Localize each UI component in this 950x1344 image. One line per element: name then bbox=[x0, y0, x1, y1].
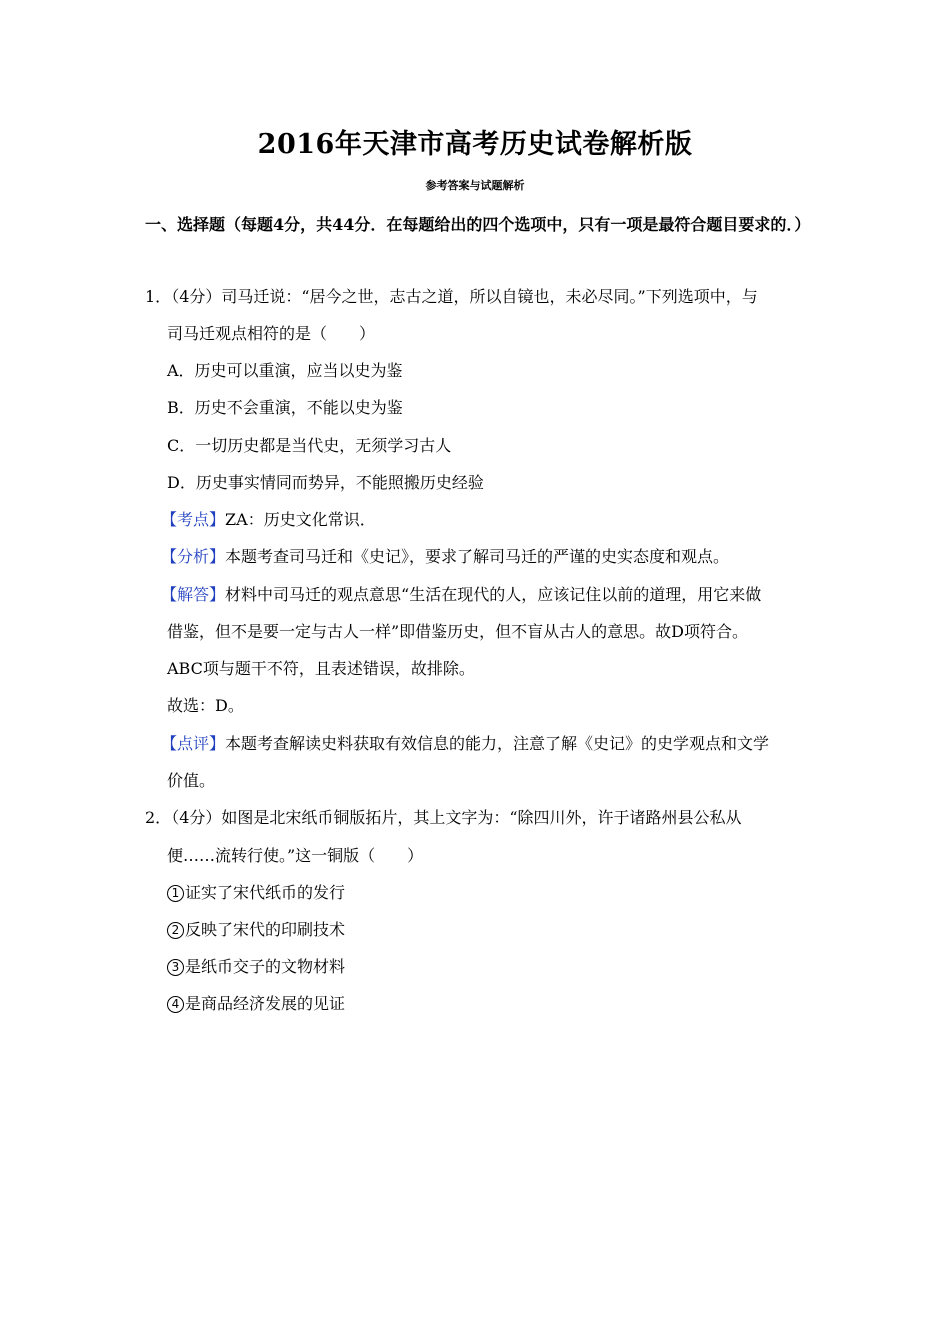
option-b: B．历史不会重演，不能以史为鉴 bbox=[167, 398, 403, 417]
page-subtitle: 参考答案与试题解析 bbox=[425, 179, 525, 192]
option-a: A．历史可以重演，应当以史为鉴 bbox=[167, 361, 403, 380]
dianping-tag: 【点评】 bbox=[161, 734, 226, 753]
statement-text: 是纸币交子的文物材料 bbox=[185, 957, 346, 976]
circled-number: 4 bbox=[167, 996, 184, 1013]
option-d: D．历史事实情同而势异，不能照搬历史经验 bbox=[167, 473, 484, 492]
question-stem-text: （4分）如图是北宋纸币铜版拓片，其上文字为：“除四川外，许于诸路州县公私从 bbox=[171, 808, 742, 827]
statement-3 bbox=[167, 957, 345, 977]
jieda-line bbox=[161, 585, 761, 605]
question-2-stem-cont: 便……流转行使。”这一铜版（ ） bbox=[167, 846, 424, 865]
fenxi-tag: 【分析】 bbox=[161, 547, 226, 566]
jieda-text: 材料中司马迁的观点意思“生活在现代的人，应该记住以前的道理，用它来做 bbox=[225, 585, 762, 604]
question-stem-text: （4分）司马迁说：“居今之世，志古之道，所以自镜也，未必尽同。”下列选项中，与 bbox=[171, 287, 758, 306]
circled-number: 1 bbox=[167, 885, 184, 902]
fenxi-text: 本题考查司马迁和《史记》，要求了解司马迁的严谨的史实态度和观点。 bbox=[225, 547, 730, 566]
dianping-line-2: 价值。 bbox=[167, 771, 216, 790]
circled-number: 2 bbox=[167, 922, 184, 939]
question-number: 2． bbox=[145, 808, 172, 827]
circled-number: 3 bbox=[167, 959, 184, 976]
statement-text: 是商品经济发展的见证 bbox=[185, 994, 346, 1013]
question-2-stem bbox=[145, 808, 742, 828]
page-title: 2016年天津市高考历史试卷解析版 bbox=[257, 129, 693, 160]
statement-text: 证实了宋代纸币的发行 bbox=[185, 883, 346, 902]
jieda-line-2: 借鉴，但不是要一定与古人一样”即借鉴历史，但不盲从古人的意思。故D项符合。 bbox=[167, 622, 749, 641]
statement-1 bbox=[167, 883, 345, 903]
statement-2 bbox=[167, 920, 345, 940]
question-1-stem-cont: 司马迁观点相符的是（ ） bbox=[167, 324, 376, 343]
dianping-line bbox=[161, 734, 769, 754]
answer-line: 故选：D。 bbox=[167, 696, 244, 715]
statement-text: 反映了宋代的印刷技术 bbox=[185, 920, 346, 939]
option-c: C．一切历史都是当代史，无须学习古人 bbox=[167, 436, 452, 455]
statement-4 bbox=[167, 994, 345, 1014]
kaodian-text: ZA：历史文化常识． bbox=[225, 510, 376, 529]
kaodian-tag: 【考点】 bbox=[161, 510, 226, 529]
question-number: 1． bbox=[145, 287, 172, 306]
dianping-text: 本题考查解读史料获取有效信息的能力，注意了解《史记》的史学观点和文学 bbox=[225, 734, 770, 753]
kaodian-line bbox=[161, 510, 376, 530]
jieda-tag: 【解答】 bbox=[161, 585, 226, 604]
question-1-stem bbox=[145, 287, 758, 307]
section-heading: 一、选择题（每题4分，共44分．在每题给出的四个选项中，只有一项是最符合题目要求的．） bbox=[145, 215, 811, 234]
jieda-line-3: ABC项与题干不符，且表述错误，故排除。 bbox=[167, 659, 475, 678]
fenxi-line bbox=[161, 547, 729, 567]
